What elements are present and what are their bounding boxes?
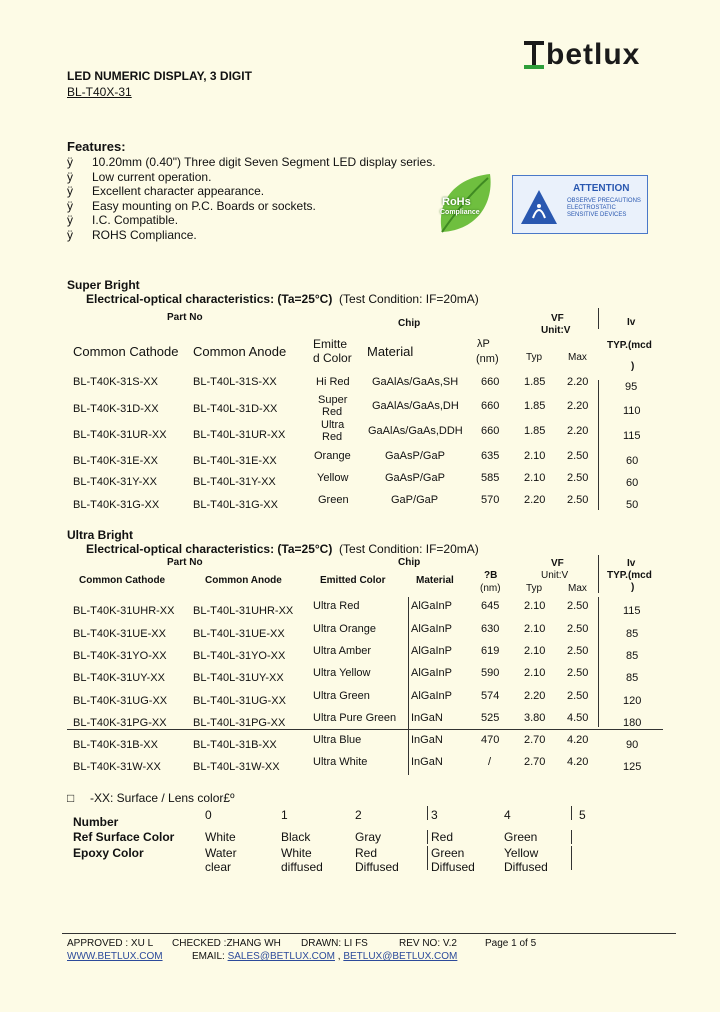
col-header-part-no: Part No xyxy=(167,312,203,323)
table-row: BL-T40K-31D-XX BL-T40L-31D-XX Super Red GaAlAs/GaAs,DH 660 1.85 2.20 110 xyxy=(73,394,641,418)
col-header-part-no: Part No xyxy=(167,557,203,568)
col-header-iv: Iv xyxy=(627,558,636,569)
doc-title: LED NUMERIC DISPLAY, 3 DIGIT xyxy=(67,69,252,83)
col-header-emitted: Emitte xyxy=(313,337,348,351)
table-row: BL-T40K-31G-XX BL-T40L-31G-XX Green GaP/GaP 570 2.20 2.50 50 xyxy=(73,494,639,511)
col-header-wavelength: λP xyxy=(477,338,490,350)
col-header-anode: Common Anode xyxy=(193,344,287,359)
ultra-bright-subheading: Electrical-optical characteristics: (Ta=25°C) (Test Condition: IF=20mA) xyxy=(86,542,479,556)
col-header-max: Max xyxy=(568,352,587,363)
table-row: BL-T40K-31UG-XX BL-T40L-31UG-XX Ultra Green AlGaInP 574 2.20 2.50 120 xyxy=(73,690,642,707)
table-row: BL-T40K-31UHR-XX BL-T40L-31UHR-XX Ultra Red AlGaInP 645 2.10 2.50 115 xyxy=(73,600,641,617)
ultra-bright-heading: Ultra Bright xyxy=(67,528,133,542)
row-label-number: Number xyxy=(73,815,119,829)
table-row: BL-T40K-31S-XX BL-T40L-31S-XX Hi Red GaAlAs/GaAs,SH 660 1.85 2.20 95 xyxy=(73,376,638,393)
list-item: ÿ ROHS Compliance. xyxy=(67,228,197,242)
footer-page: Page 1 of 5 xyxy=(485,938,537,949)
col-header-nm: (nm) xyxy=(480,583,501,594)
super-bright-heading: Super Bright xyxy=(67,278,140,292)
col-header-anode: Common Anode xyxy=(205,575,282,586)
footer-approved: APPROVED : XU L xyxy=(67,938,154,949)
table-row: BL-T40K-31UY-XX BL-T40L-31UY-XX Ultra Yellow AlGaInP 590 2.10 2.50 85 xyxy=(73,667,639,684)
part-number: BL-T40X-31 xyxy=(67,85,132,99)
col-header-iv-typ: TYP.(mcd xyxy=(607,570,652,581)
logo-text: betlux xyxy=(546,38,641,71)
table-row: BL-T40K-31Y-XX BL-T40L-31Y-XX Yellow GaAsP/GaP 585 2.10 2.50 60 xyxy=(73,472,639,489)
col-header-typ: Typ xyxy=(526,352,543,363)
col-header-nm: (nm) xyxy=(476,353,499,365)
footer-email: EMAIL: SALES@BETLUX.COM , BETLUX@BETLUX.COM xyxy=(192,951,458,962)
attention-line: SENSITIVE DEVICES xyxy=(567,212,627,218)
table-row: BL-T40K-31YO-XX BL-T40L-31YO-XX Ultra Amber AlGaInP 619 2.10 2.50 85 xyxy=(73,645,639,662)
bullet-icon: ÿ xyxy=(67,213,73,227)
col-header-vf: VF xyxy=(551,313,564,324)
col-header-iv-typ-2: ) xyxy=(631,361,635,372)
list-item: ÿ 10.20mm (0.40") Three digit Seven Segment LED display series. xyxy=(67,155,436,169)
col-header-max: Max xyxy=(568,583,587,594)
list-item: ÿ Easy mounting on P.C. Boards or sockets. xyxy=(67,199,316,213)
footer-rev: REV NO: V.2 xyxy=(399,938,457,949)
col-header-chip: Chip xyxy=(398,318,421,329)
table-row: BL-T40K-31PG-XX BL-T40L-31PG-XX Ultra Pure Green InGaN 525 3.80 4.50 180 xyxy=(73,712,642,729)
rohs-badge xyxy=(434,172,496,238)
surface-note: □ -XX: Surface / Lens color£º xyxy=(67,791,235,805)
col-header-emitted: Emitted Color xyxy=(320,575,386,586)
table-row: BL-T40K-31UR-XX BL-T40L-31UR-XX Ultra Red GaAlAs/GaAs,DDH 660 1.85 2.20 115 xyxy=(73,419,641,443)
table-row: BL-T40K-31W-XX BL-T40L-31W-XX Ultra White InGaN / 2.70 4.20 125 xyxy=(73,756,642,773)
bullet-icon: ÿ xyxy=(67,228,73,242)
website-link[interactable]: WWW.BETLUX.COM xyxy=(67,951,163,962)
col-header-unit: Unit:V xyxy=(541,570,569,581)
checkbox-icon: □ xyxy=(67,791,75,805)
col-header-chip: Chip xyxy=(398,557,421,568)
rohs-compliance: Compliance xyxy=(440,209,480,216)
col-header-typ: Typ xyxy=(526,583,543,594)
col-header-iv-typ-2: ) xyxy=(631,582,635,593)
row-label-surface: Ref Surface Color xyxy=(73,830,175,844)
esd-attention-box xyxy=(512,175,648,234)
col-header-iv-typ: TYP.(mcd xyxy=(607,340,652,351)
col-header-iv: Iv xyxy=(627,317,636,328)
table-row: BL-T40K-31E-XX BL-T40L-31E-XX Orange GaAsP/GaP 635 2.10 2.50 60 xyxy=(73,450,639,467)
table-row: BL-T40K-31B-XX BL-T40L-31B-XX Ultra Blue InGaN 470 2.70 4.20 90 xyxy=(73,734,639,751)
bullet-icon: ÿ xyxy=(67,155,73,169)
rohs-label: RoHs xyxy=(442,196,471,208)
features-heading: Features: xyxy=(67,139,126,154)
col-header-material: Material xyxy=(367,344,414,359)
col-header-emitted-2: d Color xyxy=(313,351,352,365)
attention-line: ELECTROSTATIC xyxy=(567,205,616,211)
email-betlux-link[interactable]: BETLUX@BETLUX.COM xyxy=(343,951,458,962)
bullet-icon: ÿ xyxy=(67,184,73,198)
logo xyxy=(522,38,652,77)
col-header-cathode: Common Cathode xyxy=(73,344,179,359)
footer-checked: CHECKED :ZHANG WH xyxy=(172,938,281,949)
col-header-unit: Unit:V xyxy=(541,325,571,336)
col-header-vf: VF xyxy=(551,558,564,569)
super-bright-subheading: Electrical-optical characteristics: (Ta=25°C) (Test Condition: IF=20mA) xyxy=(86,292,479,306)
esd-warning-icon xyxy=(519,188,559,228)
bullet-icon: ÿ xyxy=(67,199,73,213)
attention-title: ATTENTION xyxy=(573,183,630,194)
col-header-material: Material xyxy=(416,575,454,586)
email-sales-link[interactable]: SALES@BETLUX.COM xyxy=(227,951,335,962)
footer-drawn: DRAWN: LI FS xyxy=(301,938,368,949)
list-item: ÿ Excellent character appearance. xyxy=(67,184,265,198)
list-item: ÿ I.C. Compatible. xyxy=(67,213,179,227)
bullet-icon: ÿ xyxy=(67,170,73,184)
attention-line: OBSERVE PRECAUTIONS xyxy=(567,198,641,204)
col-header-wavelength: ?B xyxy=(484,570,498,581)
col-header-cathode: Common Cathode xyxy=(79,575,166,586)
list-item: ÿ Low current operation. xyxy=(67,170,212,184)
row-label-epoxy: Epoxy Color xyxy=(73,846,144,860)
table-row: BL-T40K-31UE-XX BL-T40L-31UE-XX Ultra Orange AlGaInP 630 2.10 2.50 85 xyxy=(73,623,639,640)
